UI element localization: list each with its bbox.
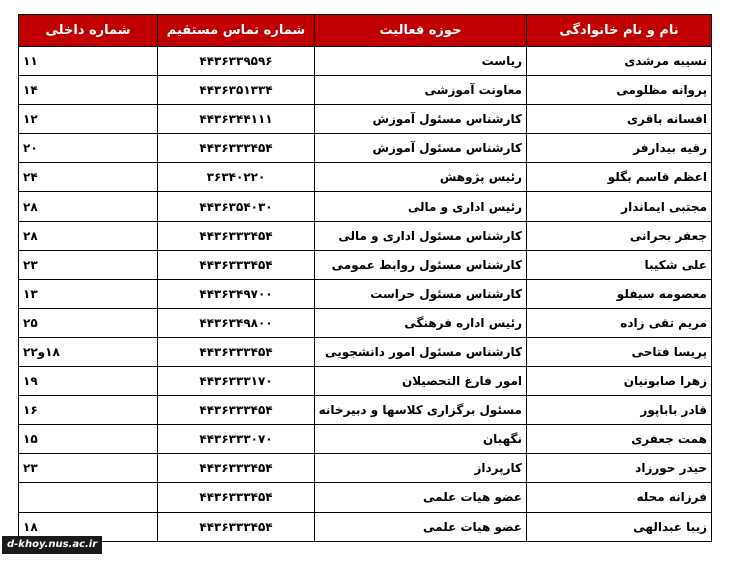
- cell-phone: ۴۴۳۶۳۳۳۴۵۴: [158, 512, 315, 541]
- table-row: [19, 454, 712, 483]
- cell-name: افسانه باقری: [527, 105, 712, 134]
- cell-name: قادر باباپور: [527, 396, 712, 425]
- cell-ext: ۱۱: [19, 47, 158, 76]
- cell-name: حیدر حورزاد: [527, 454, 712, 483]
- cell-phone: ۴۴۳۶۳۳۳۴۵۴: [158, 134, 315, 163]
- cell-role: مسئول برگزاری کلاسها و دبیرخانه: [315, 396, 527, 425]
- cell-role: رئیس اداره فرهنگی: [315, 308, 527, 337]
- table-row: [19, 279, 712, 308]
- cell-role: امور فارغ التحصیلان: [315, 367, 527, 396]
- table-row: [19, 512, 712, 541]
- cell-name: علی شکیبا: [527, 250, 712, 279]
- table-row: [19, 221, 712, 250]
- cell-ext: ۲۸: [19, 221, 158, 250]
- cell-phone: ۴۴۳۶۳۳۳۰۷۰: [158, 425, 315, 454]
- cell-name: پریسا فتاحی: [527, 337, 712, 366]
- cell-role: کارشناس مسئول امور دانشجویی: [315, 337, 527, 366]
- cell-name: پروانه مظلومی: [527, 76, 712, 105]
- cell-role: کارشناس مسئول آموزش: [315, 105, 527, 134]
- cell-phone: ۴۴۳۶۳۳۳۴۵۴: [158, 337, 315, 366]
- cell-phone: ۴۴۳۶۳۳۳۱۷۰: [158, 367, 315, 396]
- cell-name: زیبا عبدالهی: [527, 512, 712, 541]
- cell-phone: ۴۴۳۶۳۴۴۱۱۱: [158, 105, 315, 134]
- cell-role: ریاست: [315, 47, 527, 76]
- cell-phone: ۴۴۳۶۳۴۹۸۰۰: [158, 308, 315, 337]
- cell-name: نسیبه مرشدی: [527, 47, 712, 76]
- cell-ext: ۱۴: [19, 76, 158, 105]
- cell-ext: ۱۵: [19, 425, 158, 454]
- header-phone: شماره تماس مستقیم: [158, 15, 315, 47]
- cell-name: معصومه سیفلو: [527, 279, 712, 308]
- cell-role: رئیس پژوهش: [315, 163, 527, 192]
- table-row: [19, 163, 712, 192]
- cell-ext: ۱۳: [19, 279, 158, 308]
- table-row: [19, 192, 712, 221]
- cell-phone: ۴۴۳۶۳۳۳۴۵۴: [158, 483, 315, 512]
- cell-phone: ۴۴۳۶۳۳۳۴۵۴: [158, 454, 315, 483]
- site-watermark: d-khoy.nus.ac.ir: [2, 536, 102, 554]
- cell-ext: [19, 483, 158, 512]
- table-row: [19, 250, 712, 279]
- cell-phone: ۴۴۳۶۳۵۱۳۳۴: [158, 76, 315, 105]
- cell-name: فرزانه محله: [527, 483, 712, 512]
- cell-name: مریم تقی زاده: [527, 308, 712, 337]
- cell-name: جعفر بحرانی: [527, 221, 712, 250]
- table-row: [19, 367, 712, 396]
- table-row: [19, 425, 712, 454]
- header-role: حوزه فعالیت: [315, 15, 527, 47]
- table-row: [19, 47, 712, 76]
- cell-role: کارشناس مسئول روابط عمومی: [315, 250, 527, 279]
- cell-phone: ۴۴۳۶۳۵۴۰۳۰: [158, 192, 315, 221]
- cell-ext: ۱۸: [19, 512, 158, 541]
- cell-phone: ۴۴۳۶۳۳۹۵۹۶: [158, 47, 315, 76]
- cell-ext: ۲۵: [19, 308, 158, 337]
- cell-role: معاونت آموزشی: [315, 76, 527, 105]
- table-row: [19, 76, 712, 105]
- cell-ext: ۲۰: [19, 134, 158, 163]
- cell-ext: ۲۳: [19, 250, 158, 279]
- table-row: [19, 396, 712, 425]
- cell-phone: ۴۴۳۶۳۴۹۷۰۰: [158, 279, 315, 308]
- cell-name: زهرا صابونیان: [527, 367, 712, 396]
- cell-ext: ۲۴: [19, 163, 158, 192]
- cell-phone: ۴۴۳۶۳۳۳۴۵۴: [158, 396, 315, 425]
- header-row: [19, 15, 712, 47]
- cell-ext: ۱۹: [19, 367, 158, 396]
- staff-table: [18, 14, 712, 542]
- cell-ext: ۲۸: [19, 192, 158, 221]
- cell-role: کارشناس مسئول آموزش: [315, 134, 527, 163]
- cell-role: کارشناس مسئول حراست: [315, 279, 527, 308]
- cell-role: رئیس اداری و مالی: [315, 192, 527, 221]
- header-ext: شماره داخلی: [19, 15, 158, 47]
- cell-phone: ۴۴۳۶۳۳۳۴۵۴: [158, 221, 315, 250]
- cell-ext: ۱۲: [19, 105, 158, 134]
- cell-ext: ۱۸و۲۲: [19, 337, 158, 366]
- staff-directory: [18, 14, 711, 542]
- cell-name: مجتبی ایماندار: [527, 192, 712, 221]
- cell-role: عضو هیات علمی: [315, 512, 527, 541]
- cell-phone: ۳۶۳۴۰۲۲۰: [158, 163, 315, 192]
- cell-phone: ۴۴۳۶۳۳۳۴۵۴: [158, 250, 315, 279]
- cell-role: نگهبان: [315, 425, 527, 454]
- cell-role: کارشناس مسئول اداری و مالی: [315, 221, 527, 250]
- cell-ext: ۲۳: [19, 454, 158, 483]
- cell-name: اعظم قاسم بگلو: [527, 163, 712, 192]
- table-row: [19, 134, 712, 163]
- table-row: [19, 337, 712, 366]
- table-row: [19, 105, 712, 134]
- header-name: نام و نام خانوادگی: [527, 15, 712, 47]
- cell-role: عضو هیات علمی: [315, 483, 527, 512]
- cell-ext: ۱۶: [19, 396, 158, 425]
- table-row: [19, 308, 712, 337]
- cell-role: کارپرداز: [315, 454, 527, 483]
- cell-name: همت جعفری: [527, 425, 712, 454]
- cell-name: رقیه بیدارفر: [527, 134, 712, 163]
- table-row: [19, 483, 712, 512]
